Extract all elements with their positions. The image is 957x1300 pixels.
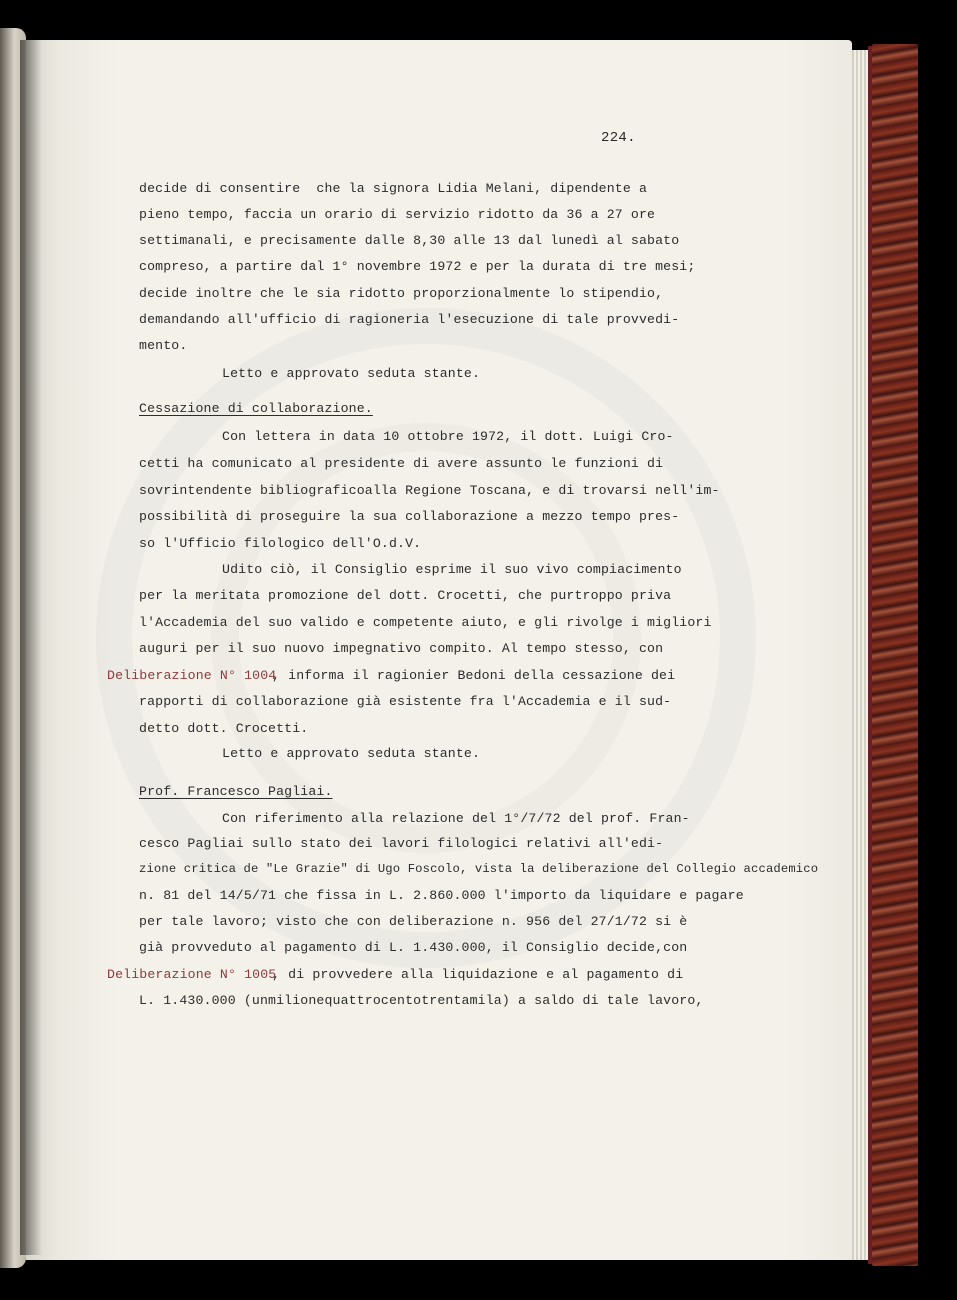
text-line: L. 1.430.000 (unmilionequattrocentotrentamila) a saldo di tale lavoro, <box>139 993 704 1008</box>
text-line: decide di consentire che la signora Lidia Melani, dipendente a <box>139 181 648 196</box>
section-heading: Cessazione di collaborazione. <box>139 401 373 416</box>
text-line: compreso, a partire dal 1° novembre 1972 e per la durata di tre mesi; <box>139 259 696 274</box>
text-line: per la meritata promozione del dott. Crocetti, che purtroppo priva <box>139 588 672 603</box>
text-line: zione critica de "Le Grazie" di Ugo Foscolo, vista la deliberazione del Collegio accademico <box>139 862 819 876</box>
text-line: auguri per il suo nuovo impegnativo compito. Al tempo stesso, con <box>139 641 664 656</box>
text-line: per tale lavoro; visto che con deliberazione n. 956 del 27/1/72 si è <box>139 914 688 929</box>
margin-annotation: Deliberazione N° 1004 <box>107 668 277 683</box>
page-number: 224. <box>601 130 636 146</box>
text-line: , informa il ragionier Bedoni della cessazione dei <box>272 668 676 683</box>
text-line: sovrintendente bibliograficoalla Regione Toscana, e di trovarsi nell'im- <box>139 483 720 498</box>
margin-annotation: Deliberazione N° 1005 <box>107 967 277 982</box>
text-line: Udito ciò, il Consiglio esprime il suo vivo compiacimento <box>222 562 682 577</box>
text-line: decide inoltre che le sia ridotto proporzionalmente lo stipendio, <box>139 286 664 301</box>
text-line: Con riferimento alla relazione del 1°/7/72 del prof. Fran- <box>222 811 690 826</box>
text-line: n. 81 del 14/5/71 che fissa in L. 2.860.000 l'importo da liquidare e pagare <box>139 888 744 903</box>
text-line: cesco Pagliai sullo stato dei lavori filologici relativi all'edi- <box>139 836 664 851</box>
spine-shadow <box>20 40 42 1255</box>
text-line: mento. <box>139 338 188 353</box>
marbled-book-cover <box>872 44 918 1266</box>
text-line: rapporti di collaborazione già esistente fra l'Accademia e il sud- <box>139 694 672 709</box>
text-line: so l'Ufficio filologico dell'O.d.V. <box>139 536 422 551</box>
text-line: già provveduto al pagamento di L. 1.430.000, il Consiglio decide,con <box>139 940 688 955</box>
approval-note: Letto e approvato seduta stante. <box>222 746 481 761</box>
text-line: possibilità di proseguire la sua collaborazione a mezzo tempo pres- <box>139 509 680 524</box>
text-line: settimanali, e precisamente dalle 8,30 alle 13 dal lunedì al sabato <box>139 233 680 248</box>
text-line: pieno tempo, faccia un orario di servizio ridotto da 36 a 27 ore <box>139 207 656 222</box>
text-line: l'Accademia del suo valido e competente aiuto, e gli rivolge i migliori <box>139 615 712 630</box>
text-line: cetti ha comunicato al presidente di avere assunto le funzioni di <box>139 456 664 471</box>
text-line: demandando all'ufficio di ragioneria l'esecuzione di tale provvedi- <box>139 312 680 327</box>
text-line: Con lettera in data 10 ottobre 1972, il dott. Luigi Cro- <box>222 429 674 444</box>
section-heading: Prof. Francesco Pagliai. <box>139 784 333 799</box>
approval-note: Letto e approvato seduta stante. <box>222 366 481 381</box>
text-line: , di provvedere alla liquidazione e al pagamento di <box>272 967 684 982</box>
text-line: detto dott. Crocetti. <box>139 721 309 736</box>
